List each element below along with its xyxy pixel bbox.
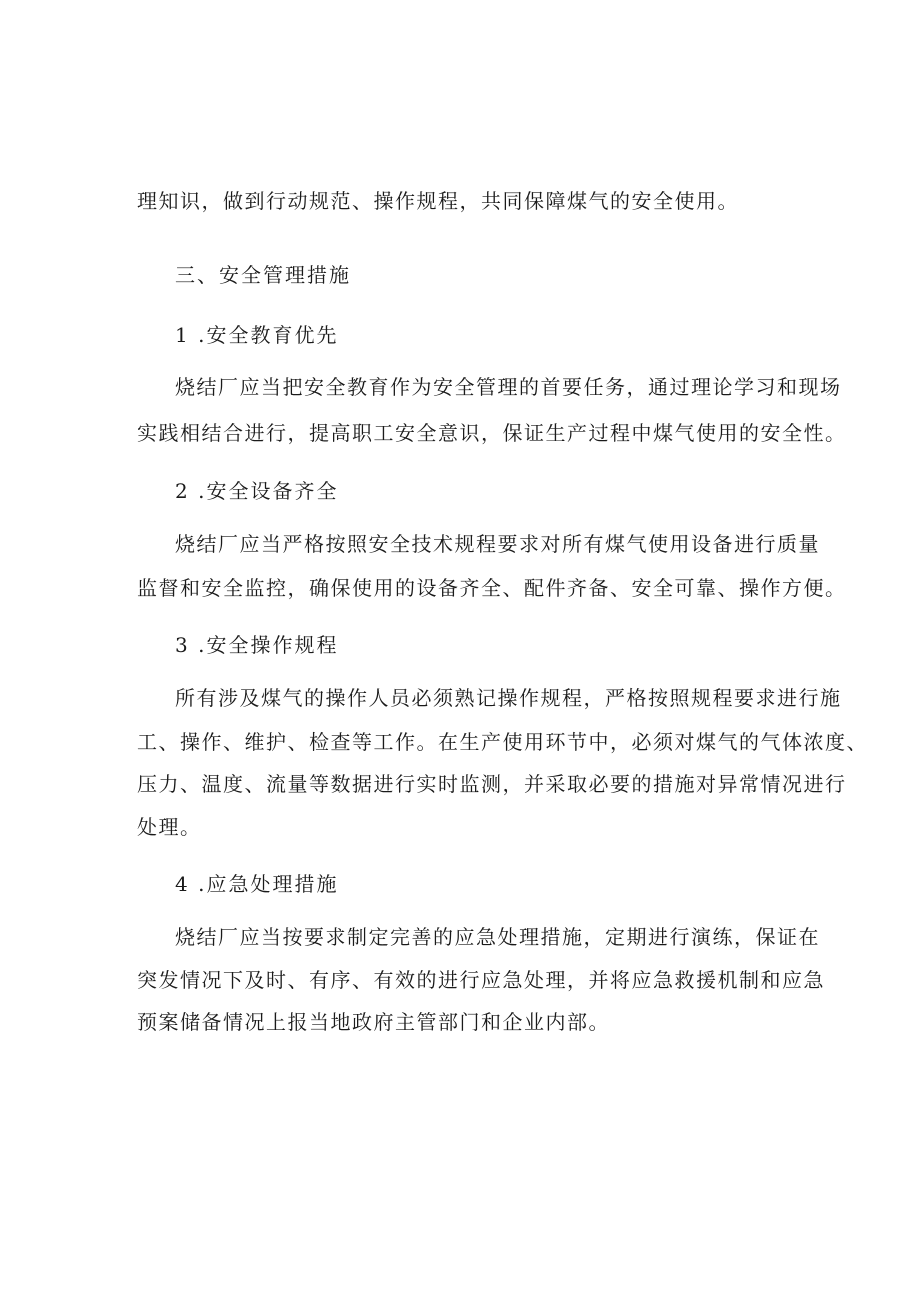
item-heading-1: 1 .安全教育优先	[175, 323, 339, 347]
paragraph-line: 实践相结合进行，提高职工安全意识，保证生产过程中煤气使用的安全性。	[137, 421, 847, 445]
item-heading-4: 4 .应急处理措施	[175, 872, 339, 896]
paragraph-line: 所有涉及煤气的操作人员必须熟记操作规程，严格按照规程要求进行施	[175, 686, 842, 710]
paragraph-line: 压力、温度、流量等数据进行实时监测，并采取必要的措施对异常情况进行	[137, 772, 847, 796]
paragraph-line: 预案储备情况上报当地政府主管部门和企业内部。	[137, 1010, 610, 1034]
section-heading: 三、安全管理措施	[175, 263, 351, 287]
paragraph-line: 突发情况下及时、有序、有效的进行应急处理，并将应急救援机制和应急	[137, 968, 825, 992]
paragraph-line: 烧结厂应当严格按照安全技术规程要求对所有煤气使用设备进行质量	[175, 532, 820, 556]
item-heading-3: 3 .安全操作规程	[175, 633, 339, 657]
paragraph-line: 烧结厂应当按要求制定完善的应急处理措施，定期进行演练，保证在	[175, 925, 820, 949]
paragraph-line: 处理。	[137, 815, 202, 839]
item-heading-2: 2 .安全设备齐全	[175, 479, 339, 503]
paragraph-line: 监督和安全监控，确保使用的设备齐全、配件齐备、安全可靠、操作方便。	[137, 576, 847, 600]
paragraph-line: 工、操作、维护、检查等工作。在生产使用环节中，必须对煤气的气体浓度、	[137, 730, 868, 754]
paragraph-line: 烧结厂应当把安全教育作为安全管理的首要任务，通过理论学习和现场	[175, 375, 842, 399]
continuation-line: 理知识，做到行动规范、操作规程，共同保障煤气的安全使用。	[137, 189, 739, 213]
